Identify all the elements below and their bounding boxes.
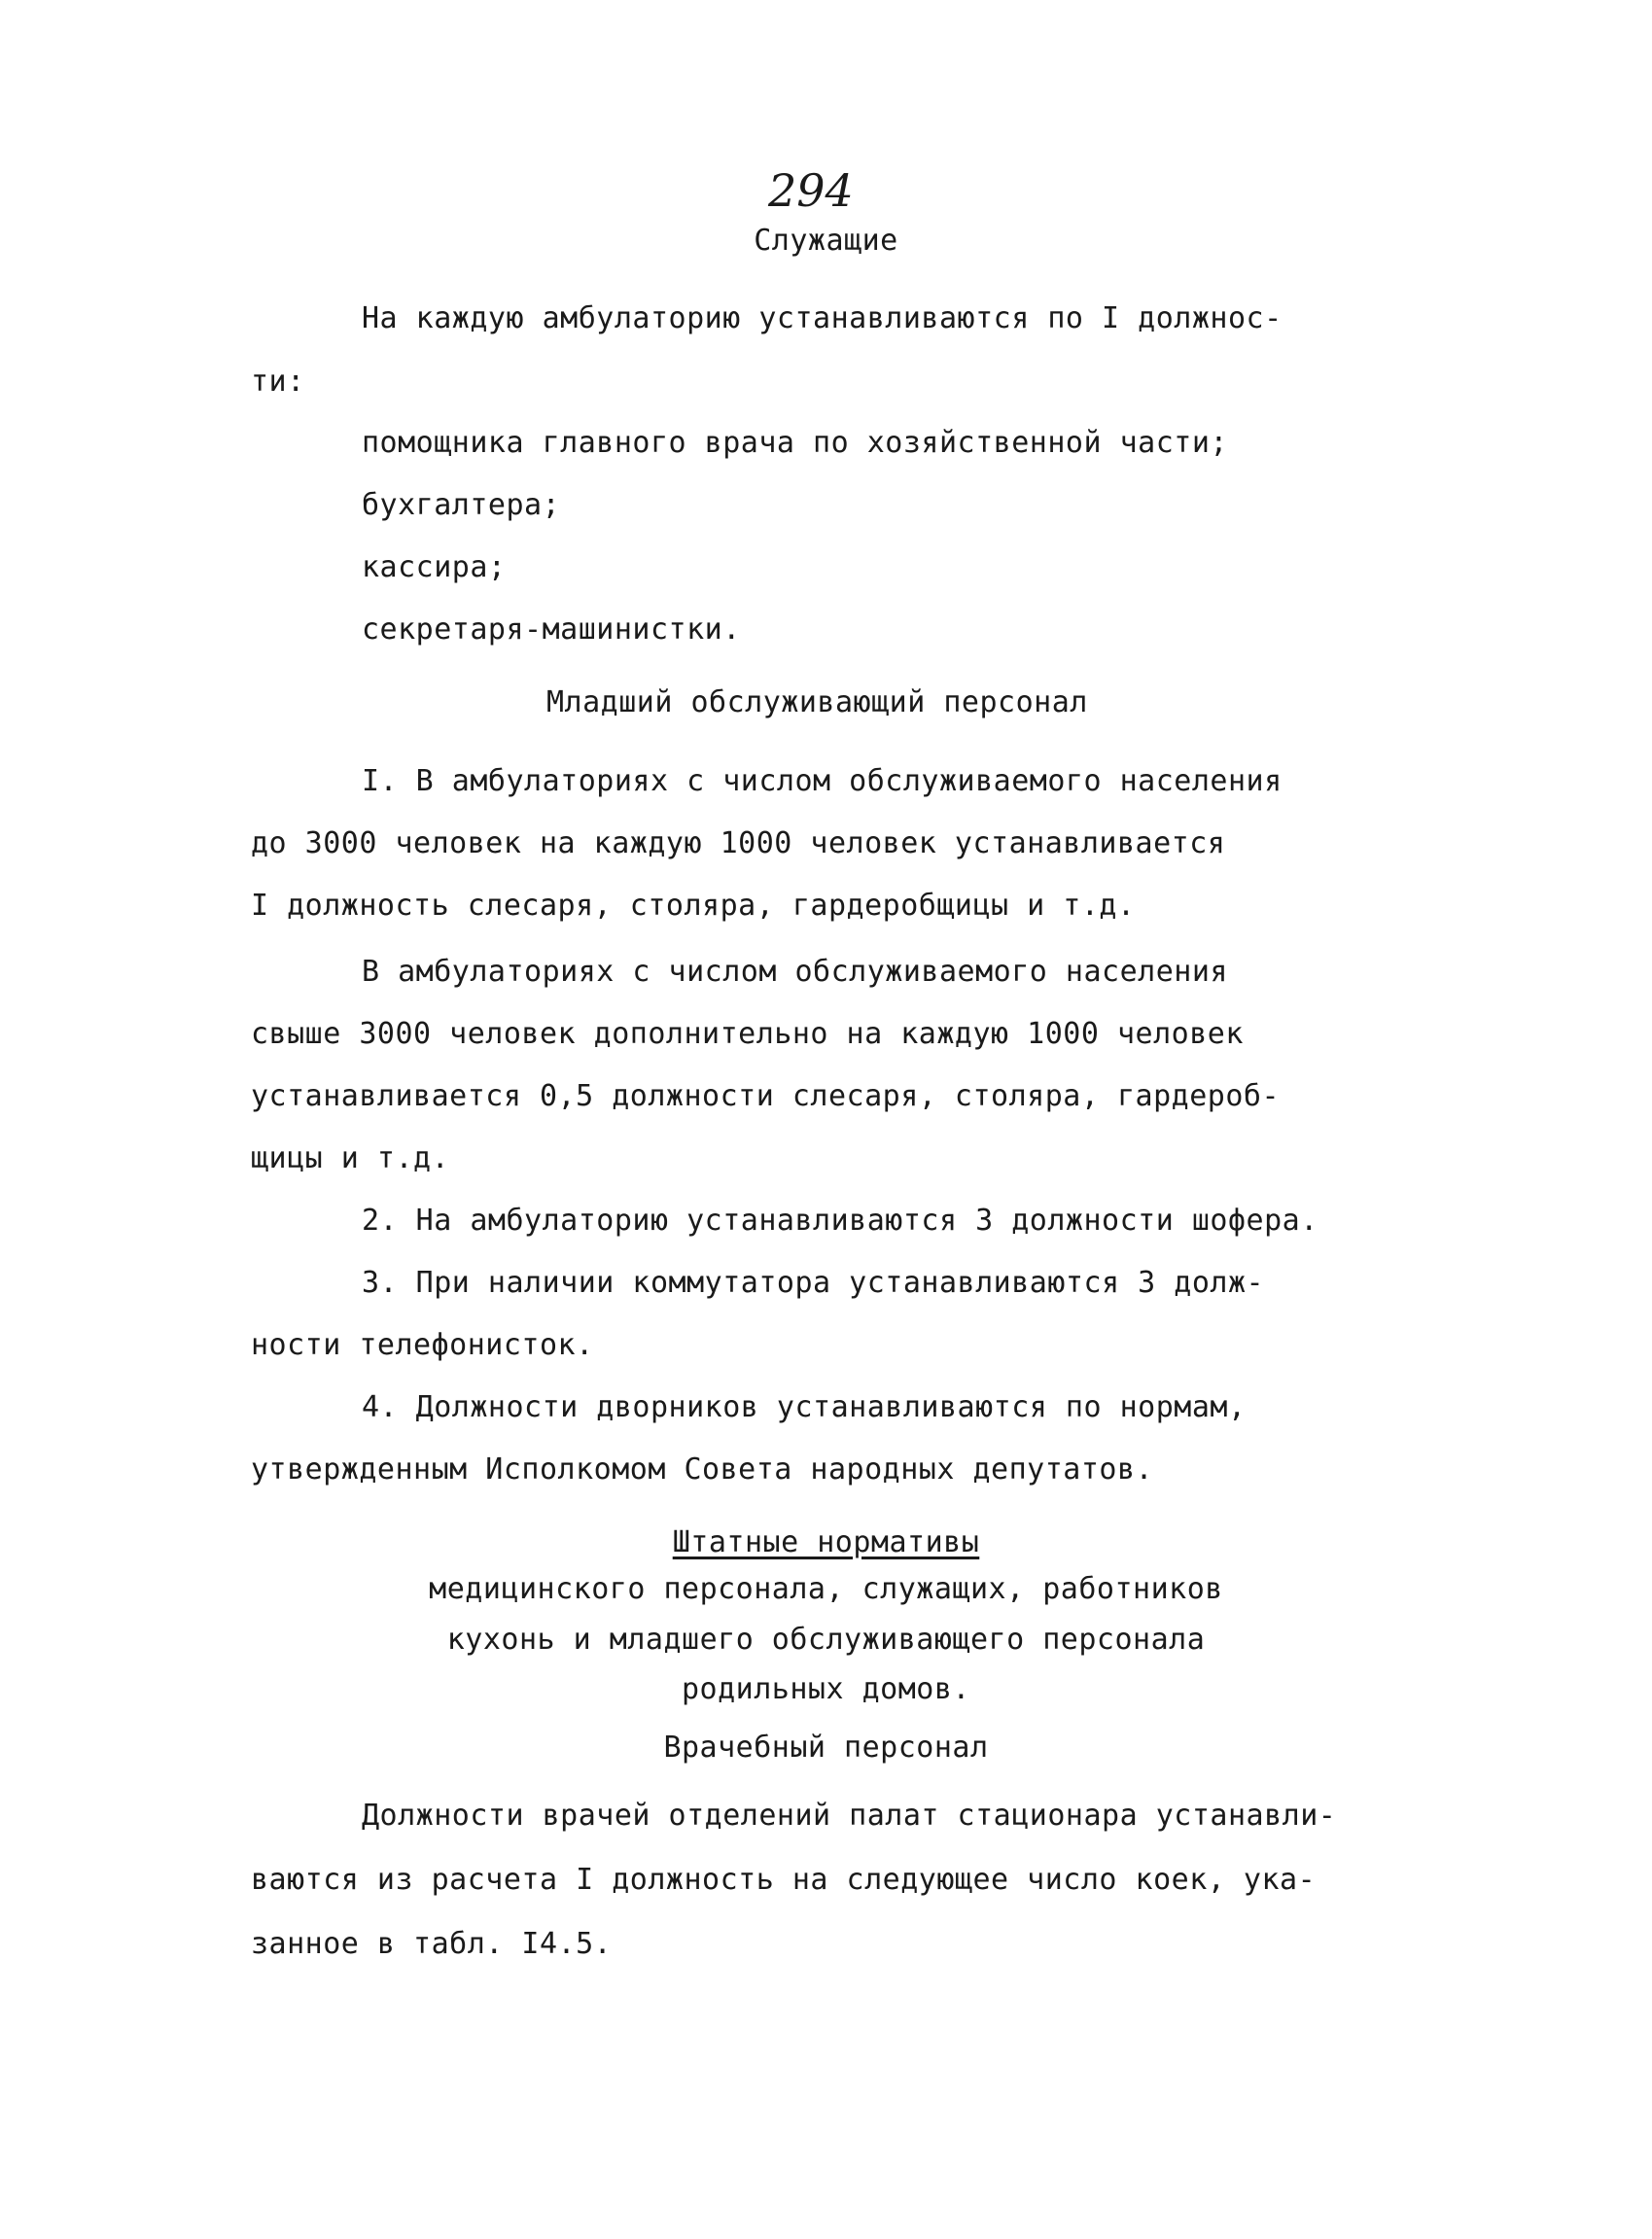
section-title-text: Штатные нормативы	[672, 1525, 980, 1559]
intro-line-1: На каждую амбулаторию устанавливаются по I должнос-	[362, 301, 1283, 335]
section-subtitle-line: кухонь и младшего обслуживающего персонала	[446, 1623, 1206, 1657]
page-number: 294	[768, 164, 854, 217]
paragraph-line: устанавливается 0,5 должности слесаря, столяра, гардероб-	[251, 1079, 1281, 1113]
paragraph-line: I. В амбулаториях с числом обслуживаемого населения	[362, 764, 1283, 798]
paragraph-line: ваются из расчета I должность на следующее число коек, ука-	[251, 1863, 1317, 1897]
section-subtitle-line: родильных домов.	[682, 1672, 970, 1706]
paragraph-line: ности телефонисток.	[251, 1328, 594, 1362]
paragraph-line: 2. На амбулаторию устанавливаются 3 должности шофера.	[362, 1204, 1318, 1238]
paragraph-line: 3. При наличии коммутатора устанавливаются 3 долж-	[362, 1266, 1265, 1300]
list-item: секретаря-машинистки.	[362, 612, 741, 647]
list-item: кассира;	[362, 550, 507, 584]
paragraph-line: свыше 3000 человек дополнительно на каждую 1000 человек	[251, 1017, 1244, 1051]
paragraph-line: щицы и т.д.	[251, 1141, 450, 1175]
section-title-staffing-norms	[0, 1523, 1652, 1562]
paragraph-line: утвержденным Исполкомом Совета народных депутатов.	[251, 1452, 1154, 1487]
section-heading-junior-staff: Младший обслуживающий персонал	[546, 685, 1088, 719]
intro-line-2: ти:	[251, 365, 305, 399]
section-subtitle-line: медицинского персонала, служащих, работников	[429, 1572, 1223, 1606]
section-heading-employees: Служащие	[754, 224, 898, 258]
section-heading-medical-staff: Врачебный персонал	[663, 1731, 989, 1765]
paragraph-line: I должность слесаря, столяра, гардеробщицы и т.д.	[251, 889, 1136, 923]
list-item: помощника главного врача по хозяйственной части;	[362, 426, 1228, 460]
list-item: бухгалтера;	[362, 488, 561, 522]
paragraph-line: Должности врачей отделений палат стационара устанавли-	[362, 1799, 1337, 1833]
paragraph-line: 4. Должности дворников устанавливаются по нормам,	[362, 1390, 1247, 1424]
paragraph-line: до 3000 человек на каждую 1000 человек устанавливается	[251, 826, 1226, 860]
paragraph-line: занное в табл. I4.5.	[251, 1927, 613, 1961]
paragraph-line: В амбулаториях с числом обслуживаемого населения	[362, 955, 1228, 989]
